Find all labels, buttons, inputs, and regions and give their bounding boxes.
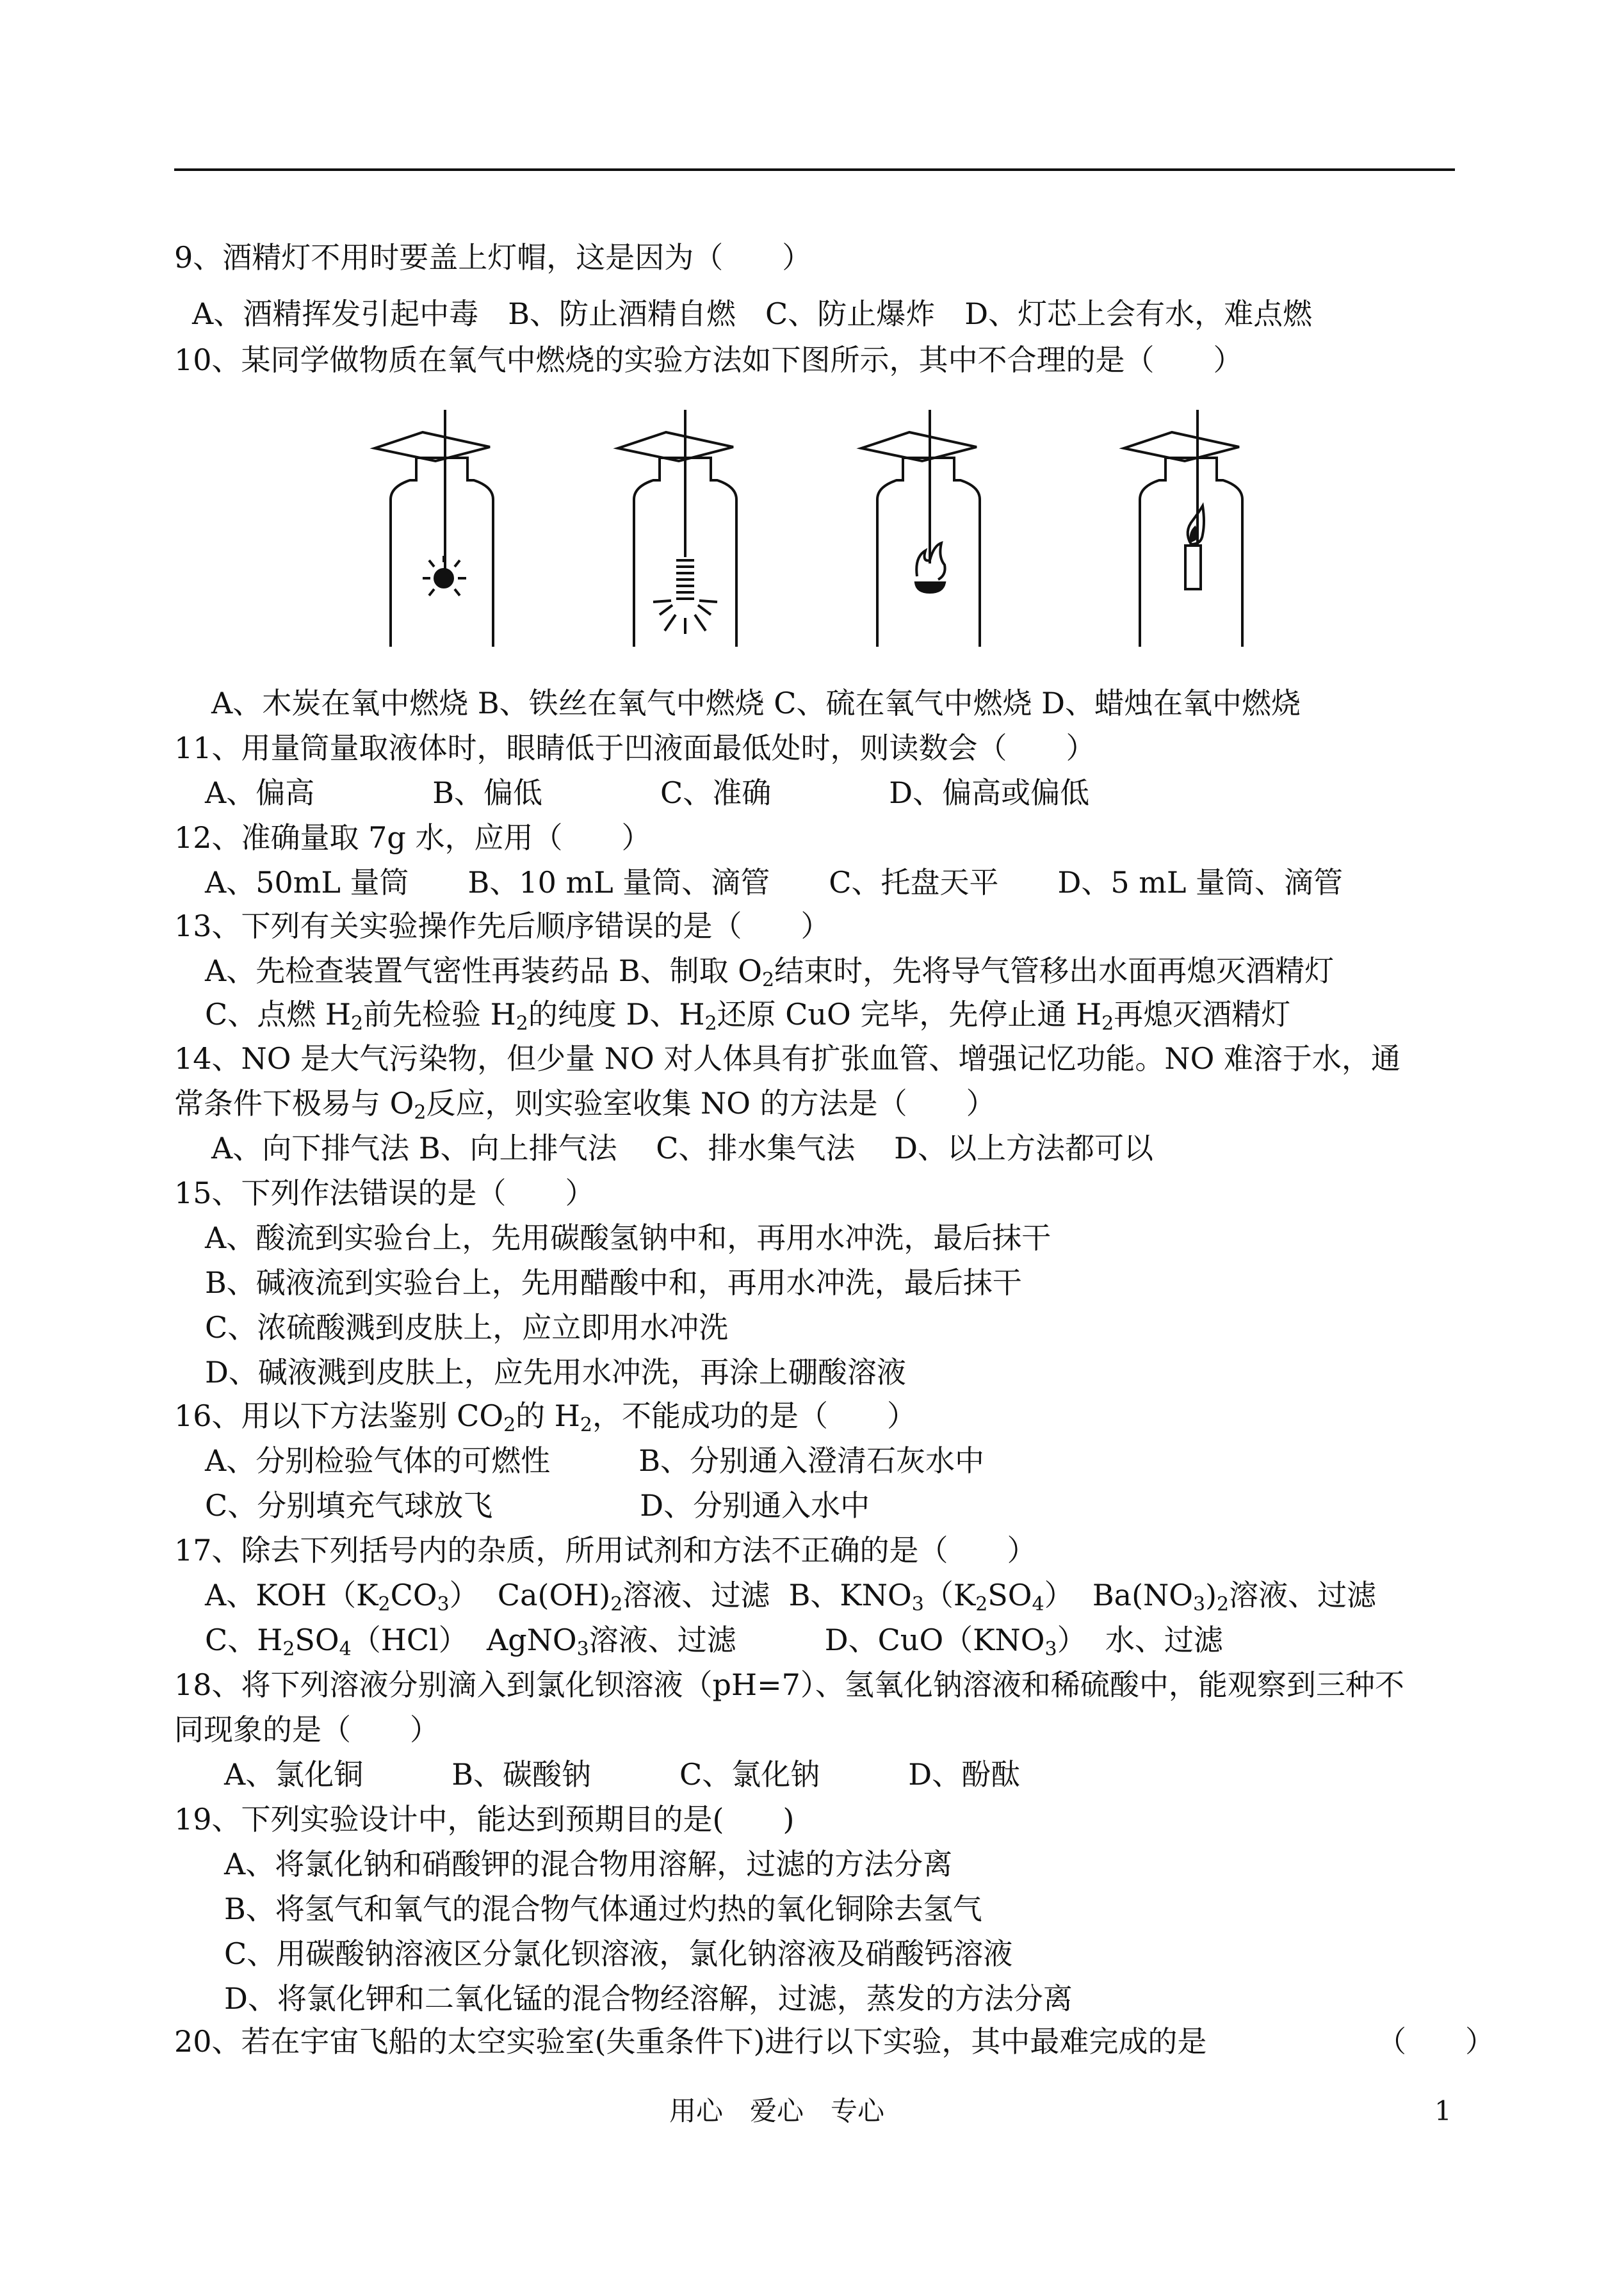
text: 再熄灭酒精灯 [1114, 997, 1291, 1032]
q15-option-d: D、碱液溅到皮肤上，应先用水冲洗，再涂上硼酸溶液 [205, 1355, 906, 1390]
text: ) [1205, 1578, 1217, 1612]
q10-stem: 10、某同学做物质在氧气中燃烧的实验方法如下图所示，其中不合理的是（ ） [174, 343, 1243, 377]
q16-options-2: C、分别填充气球放飞 D、分别通入水中 [205, 1488, 870, 1523]
text: A、先检查装置气密性再装药品 B、制取 O [205, 953, 762, 988]
q20-stem: 20、若在宇宙飞船的太空实验室(失重条件下)进行以下实验，其中最难完成的是 [174, 2024, 1207, 2059]
q19-option-d: D、将氯化钾和二氧化锰的混合物经溶解，过滤，蒸发的方法分离 [224, 1981, 1073, 2016]
text: ） Ba(NO [1044, 1578, 1193, 1612]
subscript: 3 [1044, 1638, 1057, 1660]
subscript: 3 [576, 1638, 589, 1660]
q9-stem: 9、酒精灯不用时要盖上灯帽，这是因为（ ） [174, 240, 812, 275]
q14-stem-2 [174, 1085, 996, 1124]
q10-options: A、木炭在氧中燃烧 B、铁丝在氧气中燃烧 C、硫在氧气中燃烧 D、蜡烛在氧中燃烧 [211, 686, 1301, 720]
text: （HCl） AgNO [351, 1623, 577, 1657]
q15-option-b: B、碱液流到实验台上，先用醋酸中和，再用水冲洗，最后抹干 [205, 1265, 1022, 1300]
text: A、KOH（K [205, 1578, 378, 1612]
header-rule [174, 168, 1455, 171]
subscript: 4 [339, 1638, 352, 1660]
subscript: 2 [610, 1593, 623, 1616]
text: 还原 CuO 完毕，先停止通 H [717, 997, 1102, 1032]
subscript: 2 [704, 1012, 717, 1035]
q18-stem-1: 18、将下列溶液分别滴入到氯化钡溶液（pH=7）、氢氧化钠溶液和稀硫酸中，能观察到三种不 [174, 1667, 1404, 1702]
subscript: 3 [437, 1593, 450, 1616]
text: 常条件下极易与 O [174, 1086, 414, 1121]
page-number: 1 [1434, 2095, 1452, 2127]
combustion-apparatus-figure [359, 397, 1511, 685]
subscript: 3 [1193, 1593, 1206, 1616]
text: 的纯度 D、H [528, 997, 705, 1032]
subscript: 4 [1032, 1593, 1044, 1616]
q12-options: A、50mL 量筒 B、10 mL 量筒、滴管 C、托盘天平 D、5 mL 量筒、滴管 [205, 865, 1344, 900]
text: 结束时，先将导气管移出水面再熄灭酒精灯 [774, 953, 1335, 988]
subscript: 3 [911, 1593, 924, 1616]
q15-option-a: A、酸流到实验台上，先用碳酸氢钠中和，再用水冲洗，最后抹干 [205, 1220, 1052, 1255]
q20-answer-paren: （ ） [1377, 2024, 1495, 2059]
q13-options-2 [205, 996, 1290, 1035]
q16-options-1: A、分别检验气体的可燃性 B、分别通入澄清石灰水中 [205, 1443, 985, 1478]
q18-options: A、氯化铜 B、碳酸钠 C、氯化钠 D、酚酞 [224, 1757, 1021, 1792]
bottle-charcoal [375, 410, 493, 647]
q14-stem-1: 14、NO 是大气污染物，但少量 NO 对人体具有扩张血管、增强记忆功能。NO 难溶于水，通 [174, 1041, 1401, 1076]
text: ） 水、过滤 [1057, 1623, 1223, 1657]
text: 反应，则实验室收集 NO 的方法是（ ） [426, 1086, 996, 1121]
q11-options: A、偏高 B、偏低 C、准确 D、偏高或偏低 [205, 775, 1090, 810]
bottle-iron-wire [618, 410, 736, 647]
q19-stem: 19、下列实验设计中，能达到预期目的是( ) [174, 1802, 795, 1837]
subscript: 2 [975, 1593, 988, 1616]
subscript: 2 [282, 1638, 295, 1660]
text: （K [923, 1578, 976, 1612]
text: 溶液、过滤 D、CuO（KNO [589, 1623, 1045, 1657]
text: CO [390, 1578, 437, 1612]
bottle-sulfur [861, 410, 980, 647]
q17-stem: 17、除去下列括号内的杂质，所用试剂和方法不正确的是（ ） [174, 1533, 1037, 1568]
text: SO [987, 1578, 1032, 1612]
text: 溶液、过滤 [1229, 1578, 1377, 1612]
text: 16、用以下方法鉴别 CO [174, 1399, 504, 1433]
subscript: 2 [350, 1012, 364, 1035]
text: C、点燃 H [205, 997, 351, 1032]
text: ，不能成功的是（ ） [592, 1399, 917, 1433]
subscript: 2 [378, 1593, 391, 1616]
q11-stem: 11、用量筒量取液体时，眼睛低于凹液面最低处时，则读数会（ ） [174, 731, 1096, 765]
q9-options: A、酒精挥发引起中毒 B、防止酒精自燃 C、防止爆炸 D、灯芯上会有水，难点燃 [192, 296, 1313, 331]
text: SO [295, 1623, 339, 1657]
q17-options-1 [205, 1577, 1376, 1616]
text: 前先检验 H [363, 997, 516, 1032]
q18-stem-2: 同现象的是（ ） [174, 1712, 439, 1747]
subscript: 2 [503, 1414, 516, 1436]
q19-option-a: A、将氯化钠和硝酸钾的混合物用溶解，过滤的方法分离 [224, 1847, 953, 1881]
q16-stem [174, 1398, 916, 1436]
subscript: 2 [761, 969, 775, 991]
subscript: 2 [1217, 1593, 1230, 1616]
footer-motto: 用心 爱心 专心 [669, 2095, 885, 2127]
subscript: 2 [516, 1012, 528, 1035]
q13-stem: 13、下列有关实验操作先后顺序错误的是（ ） [174, 909, 831, 943]
bottle-candle [1124, 410, 1242, 647]
text: C、H [205, 1623, 283, 1657]
q19-option-b: B、将氢气和氧气的混合物气体通过灼热的氧化铜除去氢气 [224, 1892, 982, 1926]
q12-stem: 12、准确量取 7g 水，应用（ ） [174, 820, 651, 855]
q14-options: A、向下排气法 B、向上排气法 C、排水集气法 D、以上方法都可以 [211, 1131, 1153, 1165]
q13-options-1 [205, 953, 1334, 991]
text: 的 H [516, 1399, 580, 1433]
text: ） Ca(OH) [449, 1578, 611, 1612]
q19-option-c: C、用碳酸钠溶液区分氯化钡溶液，氯化钠溶液及硝酸钙溶液 [224, 1936, 1013, 1971]
q17-options-2 [205, 1622, 1223, 1660]
q15-stem: 15、下列作法错误的是（ ） [174, 1176, 595, 1210]
subscript: 2 [414, 1101, 426, 1124]
subscript: 2 [1101, 1012, 1114, 1035]
text: 溶液、过滤 B、KNO [622, 1578, 912, 1612]
subscript: 2 [580, 1414, 593, 1436]
q15-option-c: C、浓硫酸溅到皮肤上，应立即用水冲洗 [205, 1310, 729, 1345]
